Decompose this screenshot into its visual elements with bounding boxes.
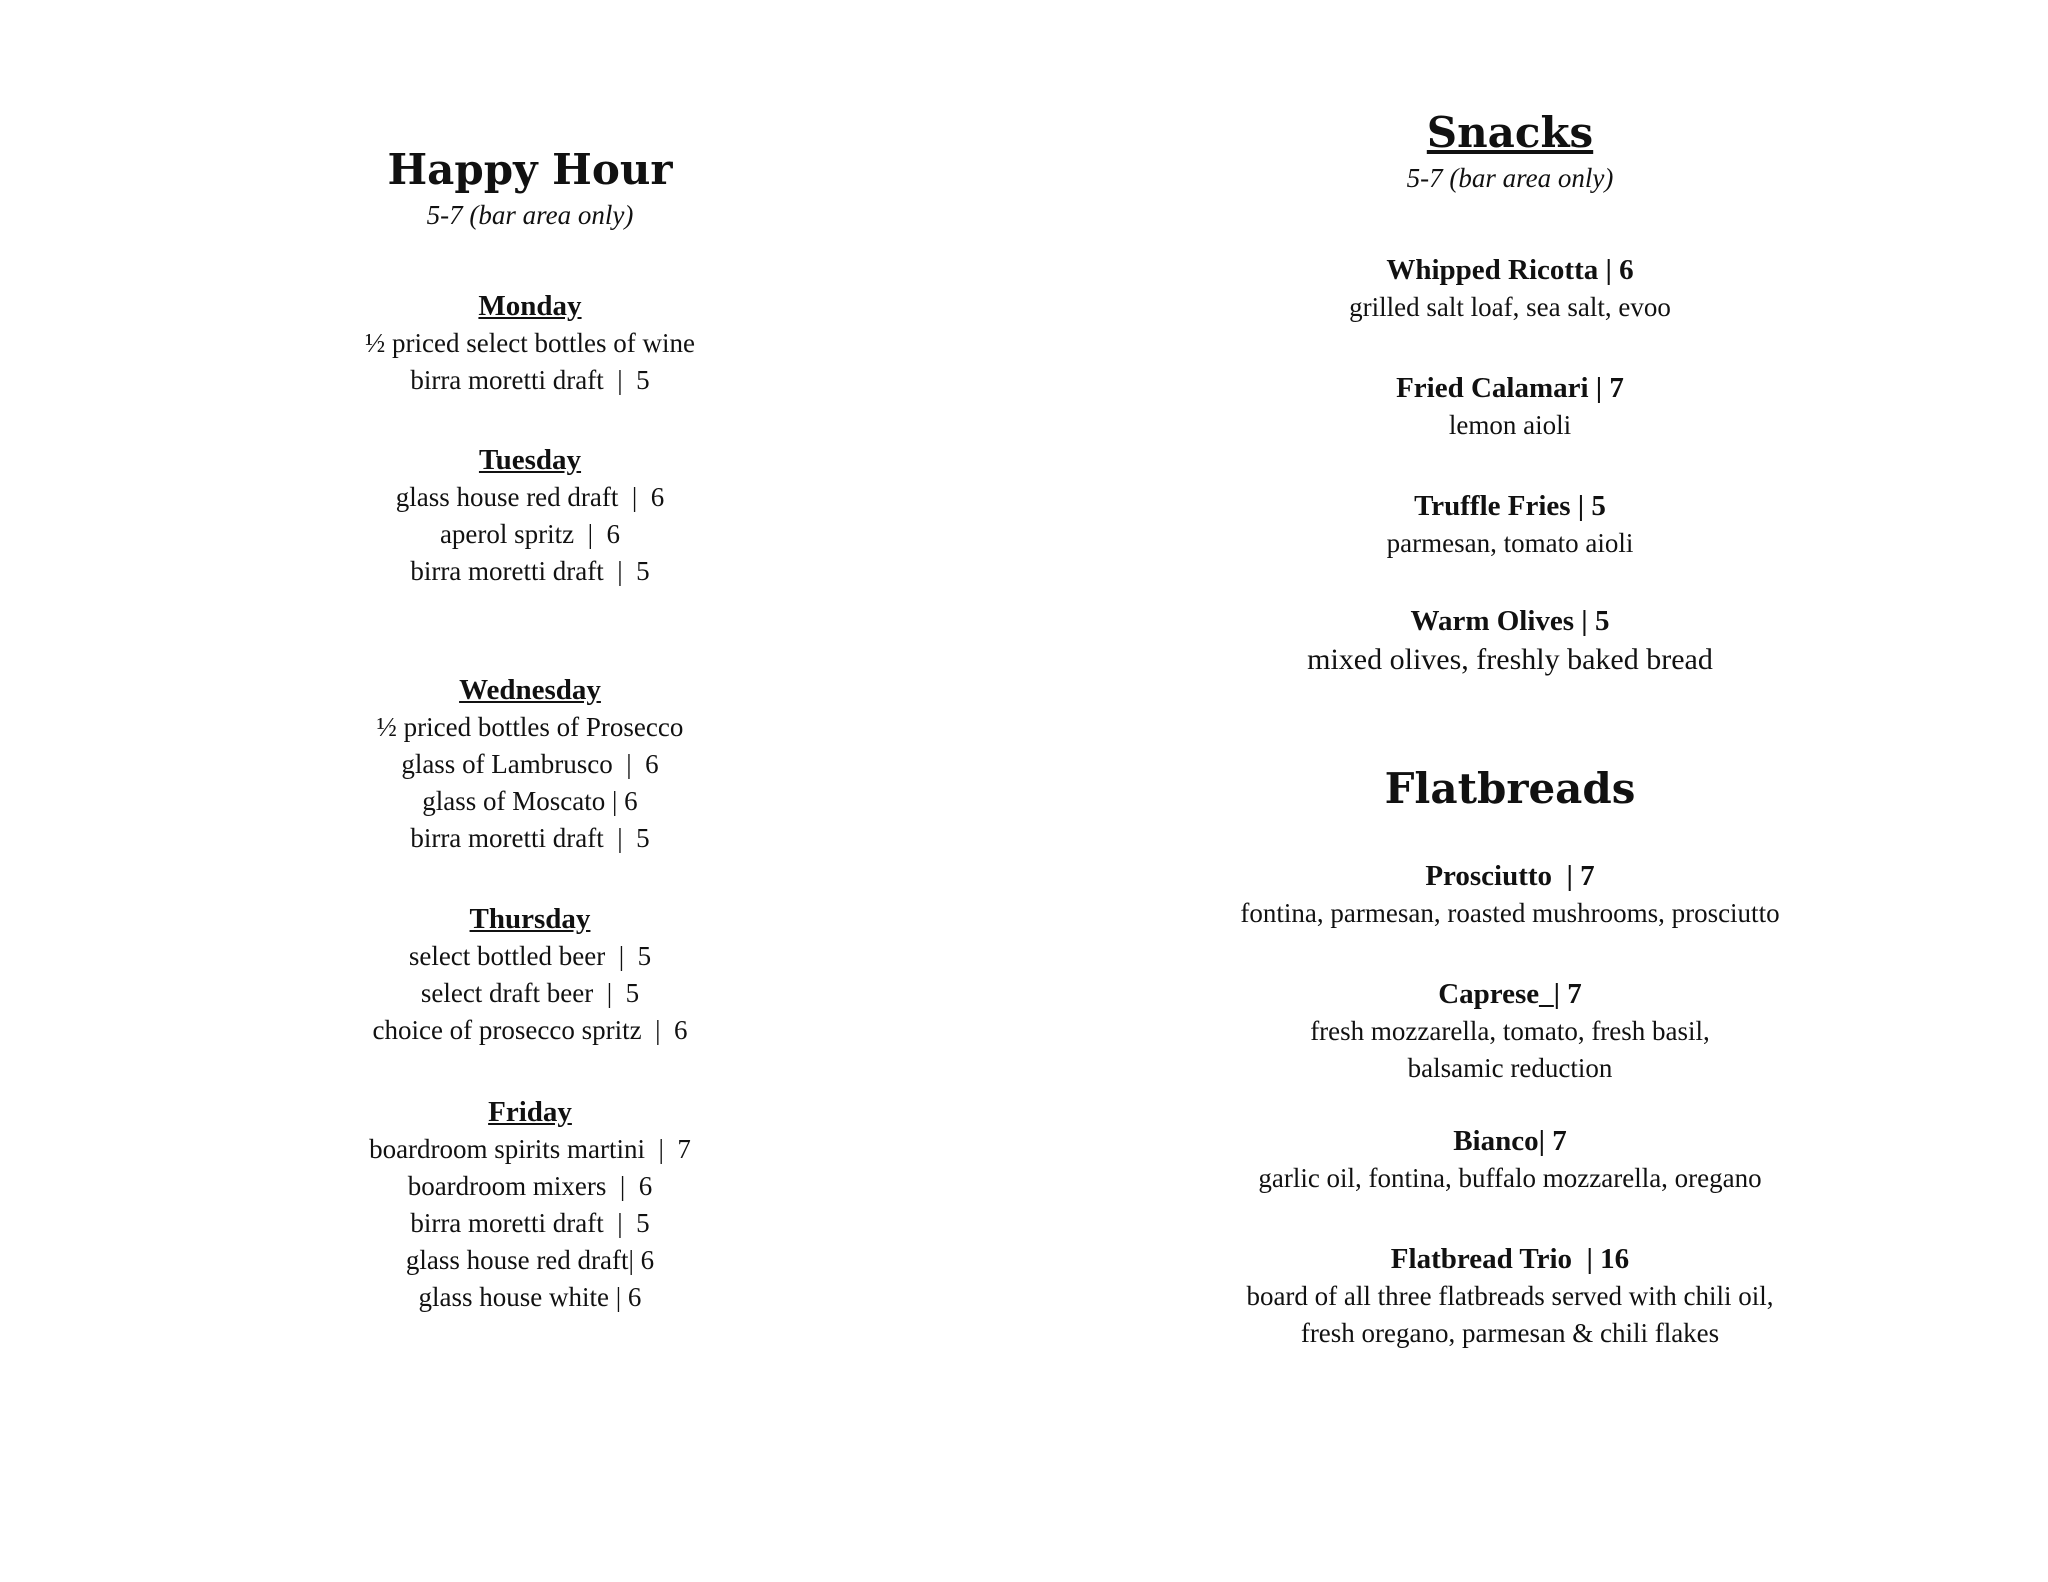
day-monday	[225, 287, 835, 399]
menu-item	[1130, 1122, 1890, 1197]
flatbreads-header	[1130, 764, 1890, 814]
special-line: aperol spritz | 6	[439, 519, 621, 549]
item-name: Truffle Fries | 5	[1414, 490, 1606, 522]
special-line: boardroom mixers | 6	[407, 1171, 653, 1201]
special-line: glass house white | 6	[418, 1282, 642, 1312]
snacks-title: Snacks	[1426, 108, 1594, 157]
special-line: select bottled beer | 5	[408, 941, 652, 971]
item-description: mixed olives, freshly baked bread	[1307, 643, 1713, 676]
menu-item	[1130, 369, 1890, 444]
item-description: parmesan, tomato aioli	[1386, 528, 1634, 558]
day-wednesday	[225, 671, 835, 857]
item-name: Prosciutto | 7	[1425, 860, 1595, 892]
item-name: Bianco| 7	[1453, 1125, 1567, 1157]
flatbreads-title: Flatbreads	[1384, 764, 1636, 813]
special-line: glass of Moscato | 6	[422, 786, 638, 816]
day-heading-monday: Monday	[478, 290, 582, 322]
special-line: birra moretti draft | 5	[410, 556, 650, 586]
item-description: grilled salt loaf, sea salt, evoo	[1349, 292, 1671, 322]
menu-item	[1130, 602, 1890, 680]
item-description: lemon aioli	[1448, 410, 1572, 440]
happy-hour-header	[225, 145, 835, 233]
special-line: birra moretti draft | 5	[410, 365, 650, 395]
item-name: Warm Olives | 5	[1410, 605, 1610, 637]
item-description: fontina, parmesan, roasted mushrooms, prosciutto	[1240, 898, 1780, 928]
special-line: glass of Lambrusco | 6	[401, 749, 659, 779]
menu-item	[1130, 975, 1890, 1087]
menu-item	[1130, 1240, 1890, 1352]
item-name: Flatbread Trio | 16	[1390, 1243, 1630, 1275]
item-description: fresh mozzarella, tomato, fresh basil,	[1310, 1016, 1710, 1046]
special-line: glass house red draft | 6	[395, 482, 665, 512]
special-line: birra moretti draft | 5	[410, 823, 650, 853]
day-heading-thursday: Thursday	[469, 903, 591, 935]
day-heading-tuesday: Tuesday	[478, 444, 582, 476]
happy-hour-subtitle: 5-7 (bar area only)	[426, 200, 634, 230]
special-line: glass house red draft| 6	[405, 1245, 655, 1275]
menu-item	[1130, 487, 1890, 562]
special-line: birra moretti draft | 5	[410, 1208, 650, 1238]
item-name: Caprese_| 7	[1438, 978, 1582, 1010]
menu-item	[1130, 251, 1890, 326]
day-heading-wednesday: Wednesday	[459, 674, 601, 706]
item-name: Whipped Ricotta | 6	[1386, 254, 1634, 286]
item-description: balsamic reduction	[1407, 1053, 1613, 1083]
item-description: fresh oregano, parmesan & chili flakes	[1300, 1318, 1720, 1348]
day-thursday	[225, 900, 835, 1049]
day-friday	[225, 1093, 835, 1316]
special-line: select draft beer | 5	[420, 978, 640, 1008]
special-line: choice of prosecco spritz | 6	[372, 1015, 688, 1045]
item-name: Fried Calamari | 7	[1396, 372, 1624, 404]
menu-item	[1130, 857, 1890, 932]
special-line: boardroom spirits martini | 7	[369, 1134, 691, 1164]
snacks-subtitle: 5-7 (bar area only)	[1406, 163, 1614, 193]
item-description: garlic oil, fontina, buffalo mozzarella, oregano	[1258, 1163, 1762, 1193]
special-line: ½ priced select bottles of wine	[365, 328, 695, 358]
snacks-header	[1130, 108, 1890, 196]
happy-hour-title: Happy Hour	[387, 145, 673, 194]
special-line: ½ priced bottles of Prosecco	[376, 712, 684, 742]
item-description: board of all three flatbreads served with chili oil,	[1246, 1281, 1774, 1311]
day-tuesday	[225, 441, 835, 590]
day-heading-friday: Friday	[488, 1096, 572, 1128]
